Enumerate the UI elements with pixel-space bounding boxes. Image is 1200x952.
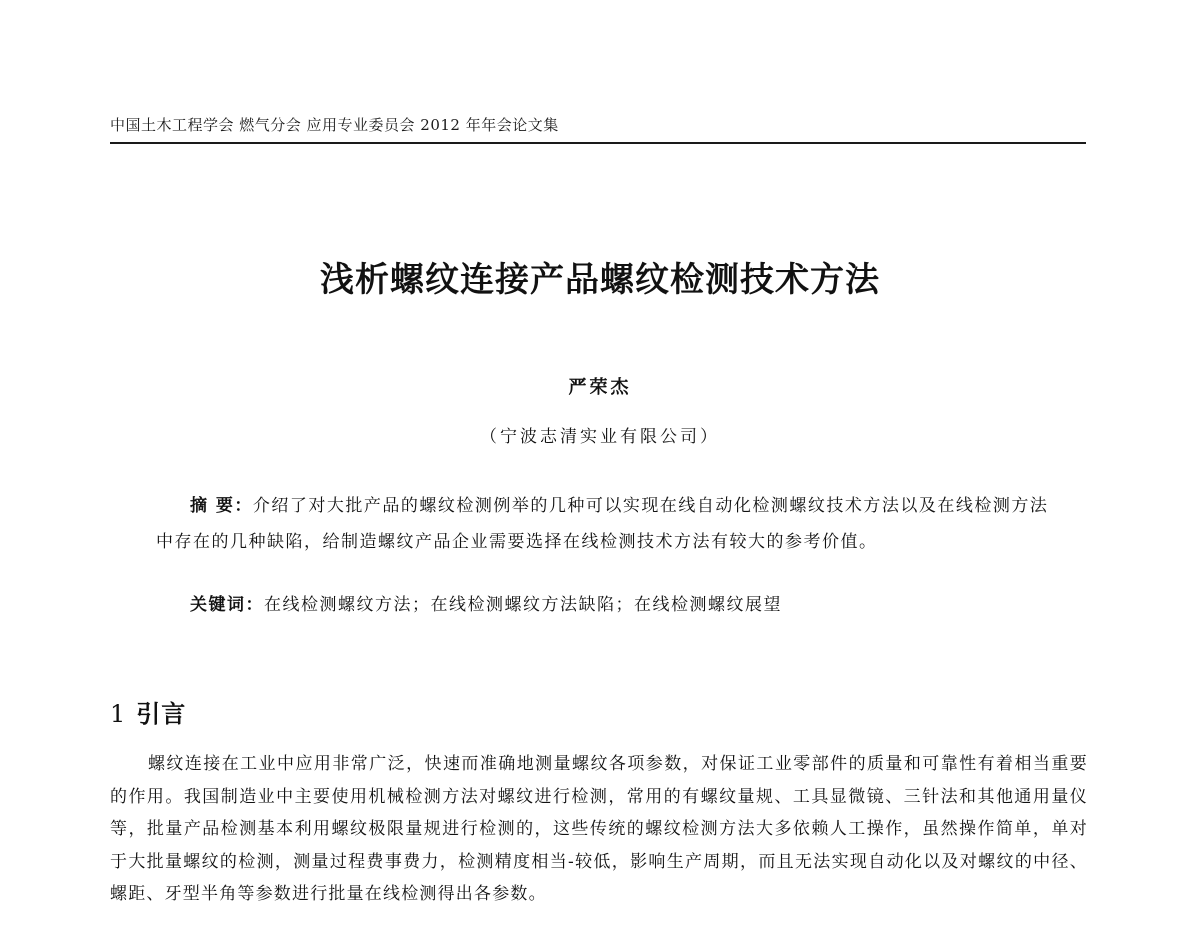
- abstract-block: [156, 488, 1056, 560]
- section-title: 引言: [136, 700, 187, 728]
- author-affiliation: （宁波志清实业有限公司）: [480, 427, 720, 447]
- keywords-label: 关键词：: [190, 595, 264, 615]
- header-rule: [110, 142, 1086, 144]
- running-header: 中国土木工程学会 燃气分会 应用专业委员会 2012 年年会论文集: [110, 116, 559, 134]
- keywords-line: [190, 590, 782, 615]
- section-heading-introduction: [110, 694, 186, 729]
- abstract-label: 摘 要：: [190, 496, 253, 516]
- abstract-paragraph: [156, 488, 1056, 560]
- paper-title: 浅析螺纹连接产品螺纹检测技术方法: [320, 260, 880, 300]
- section-number: 1: [110, 700, 127, 728]
- introduction-paragraph: 螺纹连接在工业中应用非常广泛，快速而准确地测量螺纹各项参数，对保证工业零部件的质量和可靠性有着相当重要的作用。我国制造业中主要使用机械检测方法对螺纹进行检测，常用的有螺纹量规、工具显微镜、三针法和其他通用量仪等，批量产品检测基本利用螺纹极限量规进行检测的，这些传统的螺纹检测方法大多依赖人工操作，虽然操作简单，单对于大批量螺纹的检测，测量过程费事费力，检测精度相当-较低，影响生产周期，而且无法实现自动化以及对螺纹的中径、螺距、牙型半角等参数进行批量在线检测得出各参数。: [110, 754, 1088, 905]
- abstract-text: 介绍了对大批产品的螺纹检测例举的几种可以实现在线自动化检测螺纹技术方法以及在线检测方法中存在的几种缺陷，给制造螺纹产品企业需要选择在线检测技术方法有较大的参考价值。: [156, 496, 1049, 552]
- keywords-text: 在线检测螺纹方法；在线检测螺纹方法缺陷；在线检测螺纹展望: [264, 595, 782, 615]
- author-name: 严荣杰: [568, 377, 632, 398]
